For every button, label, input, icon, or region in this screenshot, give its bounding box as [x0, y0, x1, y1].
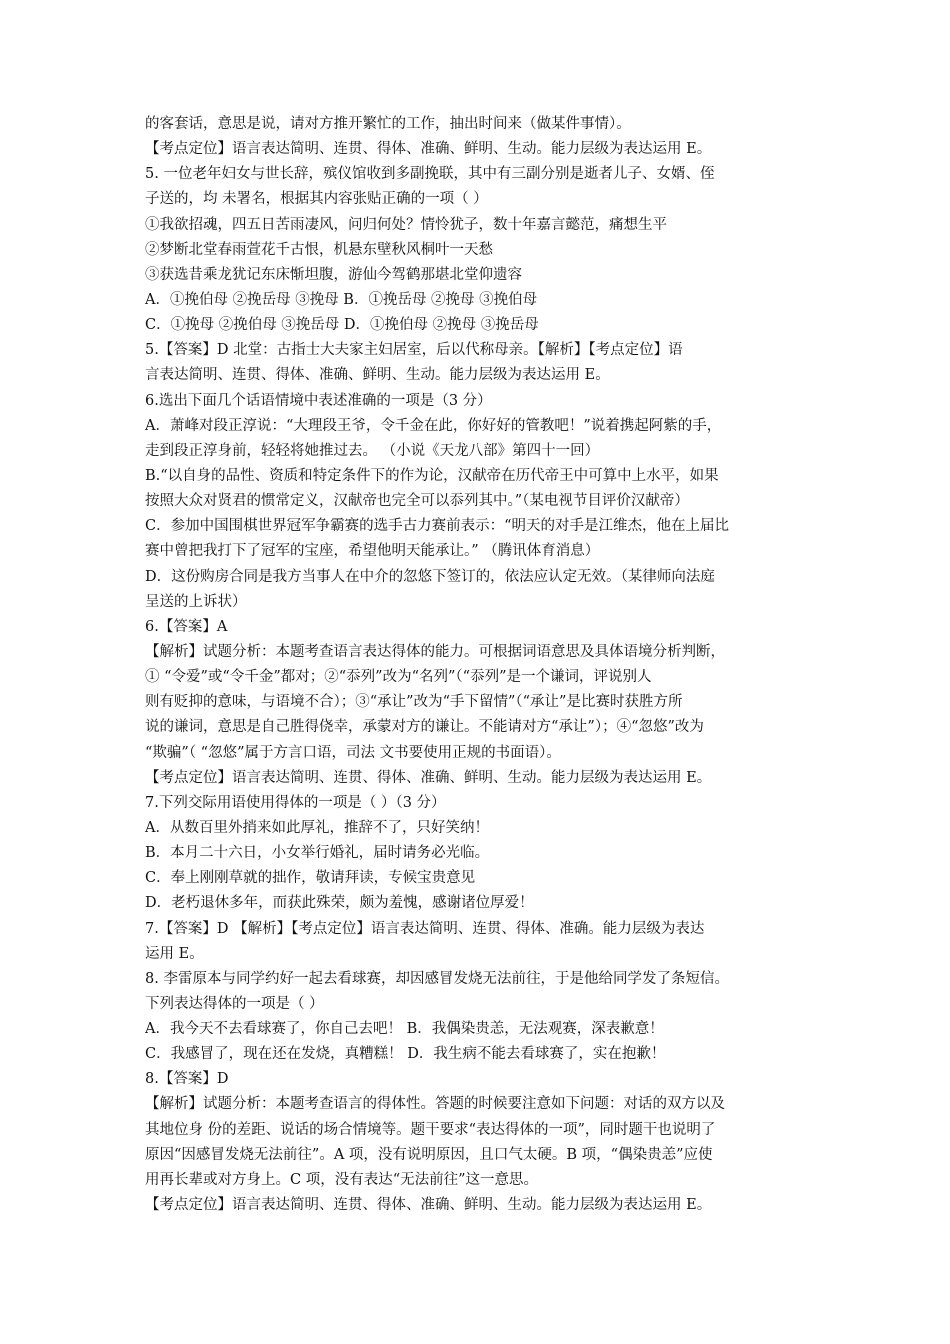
- text-line: 言表达简明、连贯、得体、准确、鲜明、生动。能力层级为表达运用 E。: [145, 367, 610, 384]
- text-line: 则有贬抑的意味，与语境不合）；③“承让”改为“手下留情”（“承让”是比赛时获胜方所: [145, 694, 683, 711]
- text-line: 【考点定位】语言表达简明、连贯、得体、准确、鲜明、生动。能力层级为表达运用 E。: [145, 141, 712, 158]
- text-line: 5. 一位老年妇女与世长辞，殡仪馆收到多副挽联，其中有三副分别是逝者儿子、女婿、侄: [145, 166, 715, 183]
- text-line: 其地位身 份的差距、说话的场合情境等。题干要求“表达得体的一项”，同时题干也说明了: [145, 1121, 716, 1138]
- text-line: A．我今天不去看球赛了，你自己去吧！ B．我偶染贵恙，无法观赛，深表歉意！: [145, 1021, 664, 1038]
- text-line: “欺骗”（ “忽悠”属于方言口语，司法 文书要使用正规的书面语）。: [145, 744, 561, 761]
- text-line: 说的谦词，意思是自己胜得侥幸，承蒙对方的谦让。不能请对方“承让”）；④“忽悠”改为: [145, 719, 704, 736]
- text-line: 8.【答案】D: [145, 1071, 229, 1088]
- text-line: ③获选昔乘龙犹记东床惭坦腹，游仙今驾鹤那堪北堂仰遗容: [145, 266, 522, 283]
- text-line: 7.【答案】D 【解析】【考点定位】语言表达简明、连贯、得体、准确。能力层级为表达: [145, 920, 705, 937]
- text-line: D．这份购房合同是我方当事人在中介的忽悠下签订的，依法应认定无效。（某律师向法庭: [145, 568, 715, 585]
- text-line: ① “令爱”或“令千金”都对；②“忝列”改为“名列”（“忝列”是一个谦词，评说别人: [145, 669, 652, 686]
- text-line: 【考点定位】语言表达简明、连贯、得体、准确、鲜明、生动。能力层级为表达运用 E。: [145, 1197, 712, 1214]
- text-line: C．参加中国围棋世界冠军争霸赛的选手古力赛前表示：“明天的对手是江维杰，他在上届比: [145, 518, 730, 535]
- text-line: 子送的，均 未署名，根据其内容张贴正确的一项（ ）: [145, 191, 488, 208]
- text-line: 【解析】试题分析：本题考查语言表达得体的能力。可根据词语意思及具体语境分析判断，: [145, 643, 725, 660]
- text-line: ①我欲招魂，四五日苦雨凄风，问归何处？情怜犹子，数十年嘉言懿范，痛想生平: [145, 216, 667, 233]
- text-line: 【考点定位】语言表达简明、连贯、得体、准确、鲜明、生动。能力层级为表达运用 E。: [145, 769, 712, 786]
- text-line: 【解析】试题分析：本题考查语言的得体性。答题的时候要注意如下问题：对话的双方以及: [145, 1096, 725, 1113]
- text-line: A．萧峰对段正淳说：“大理段王爷，令千金在此，你好好的管教吧！”说着携起阿紫的手，: [145, 417, 722, 434]
- text-line: 6.【答案】A: [145, 618, 228, 635]
- document-page: [145, 112, 813, 1218]
- text-line: D．老朽退休多年，而获此殊荣，颇为羞愧，感谢诸位厚爱！: [145, 895, 534, 912]
- text-line: 6.选出下面几个话语情境中表述准确的一项是（3 分）: [145, 392, 492, 409]
- text-line: A．从数百里外捎来如此厚礼，推辞不了，只好笑纳！: [145, 819, 489, 836]
- text-line: C．我感冒了，现在还在发烧，真糟糕！ D．我生病不能去看球赛了，实在抱歉！: [145, 1046, 666, 1063]
- text-line: ②梦断北堂春雨萱花千古恨，机悬东壁秋风桐叶一天愁: [145, 241, 493, 258]
- text-line: 8. 李雷原本与同学约好一起去看球赛，却因感冒发烧无法前往，于是他给同学发了条短信。: [145, 970, 729, 987]
- text-line: B．本月二十六日，小女举行婚礼，届时请务必光临。: [145, 845, 490, 862]
- text-line: 运用 E。: [145, 945, 204, 962]
- text-line: C．奉上刚刚草就的拙作，敬请拜读，专候宝贵意见: [145, 870, 476, 887]
- text-line: 5.【答案】D 北堂：古指士大夫家主妇居室，后以代称母亲。【解析】【考点定位】语: [145, 342, 683, 359]
- text-line: 走到段正淳身前，轻轻将她推过去。 （小说《天龙八部》第四十一回）: [145, 442, 600, 459]
- text-line: A．①挽伯母 ②挽岳母 ③挽母 B．①挽岳母 ②挽母 ③挽伯母: [145, 291, 538, 308]
- text-line: 按照大众对贤君的惯常定义，汉献帝也完全可以忝列其中。”（某电视节目评价汉献帝）: [145, 493, 689, 510]
- text-line: 原因“因感冒发烧无法前往”。A 项，没有说明原因，且口气太硬。B 项，“偶染贵恙”应使: [145, 1146, 713, 1163]
- text-line: 的客套话，意思是说，请对方推开繁忙的工作，抽出时间来（做某件事情）。: [145, 116, 631, 132]
- text-line: 下列表达得体的一项是（ ）: [145, 995, 324, 1012]
- text-line: 赛中曾把我打下了冠军的宝座，希望他明天能承让。” （腾讯体育消息）: [145, 543, 600, 560]
- text-line: 用再长辈或对方身上。C 项，没有表达“无法前往”这一意思。: [145, 1171, 539, 1188]
- text-line: C．①挽母 ②挽伯母 ③挽岳母 D．①挽伯母 ②挽母 ③挽岳母: [145, 317, 539, 334]
- text-line: B.“以自身的品性、资质和特定条件下的作为论，汉献帝在历代帝王中可算中上水平，如果: [145, 467, 719, 484]
- text-line: 呈送的上诉状）: [145, 593, 247, 610]
- text-line: 7.下列交际用语使用得体的一项是（ ）（3 分）: [145, 794, 446, 811]
